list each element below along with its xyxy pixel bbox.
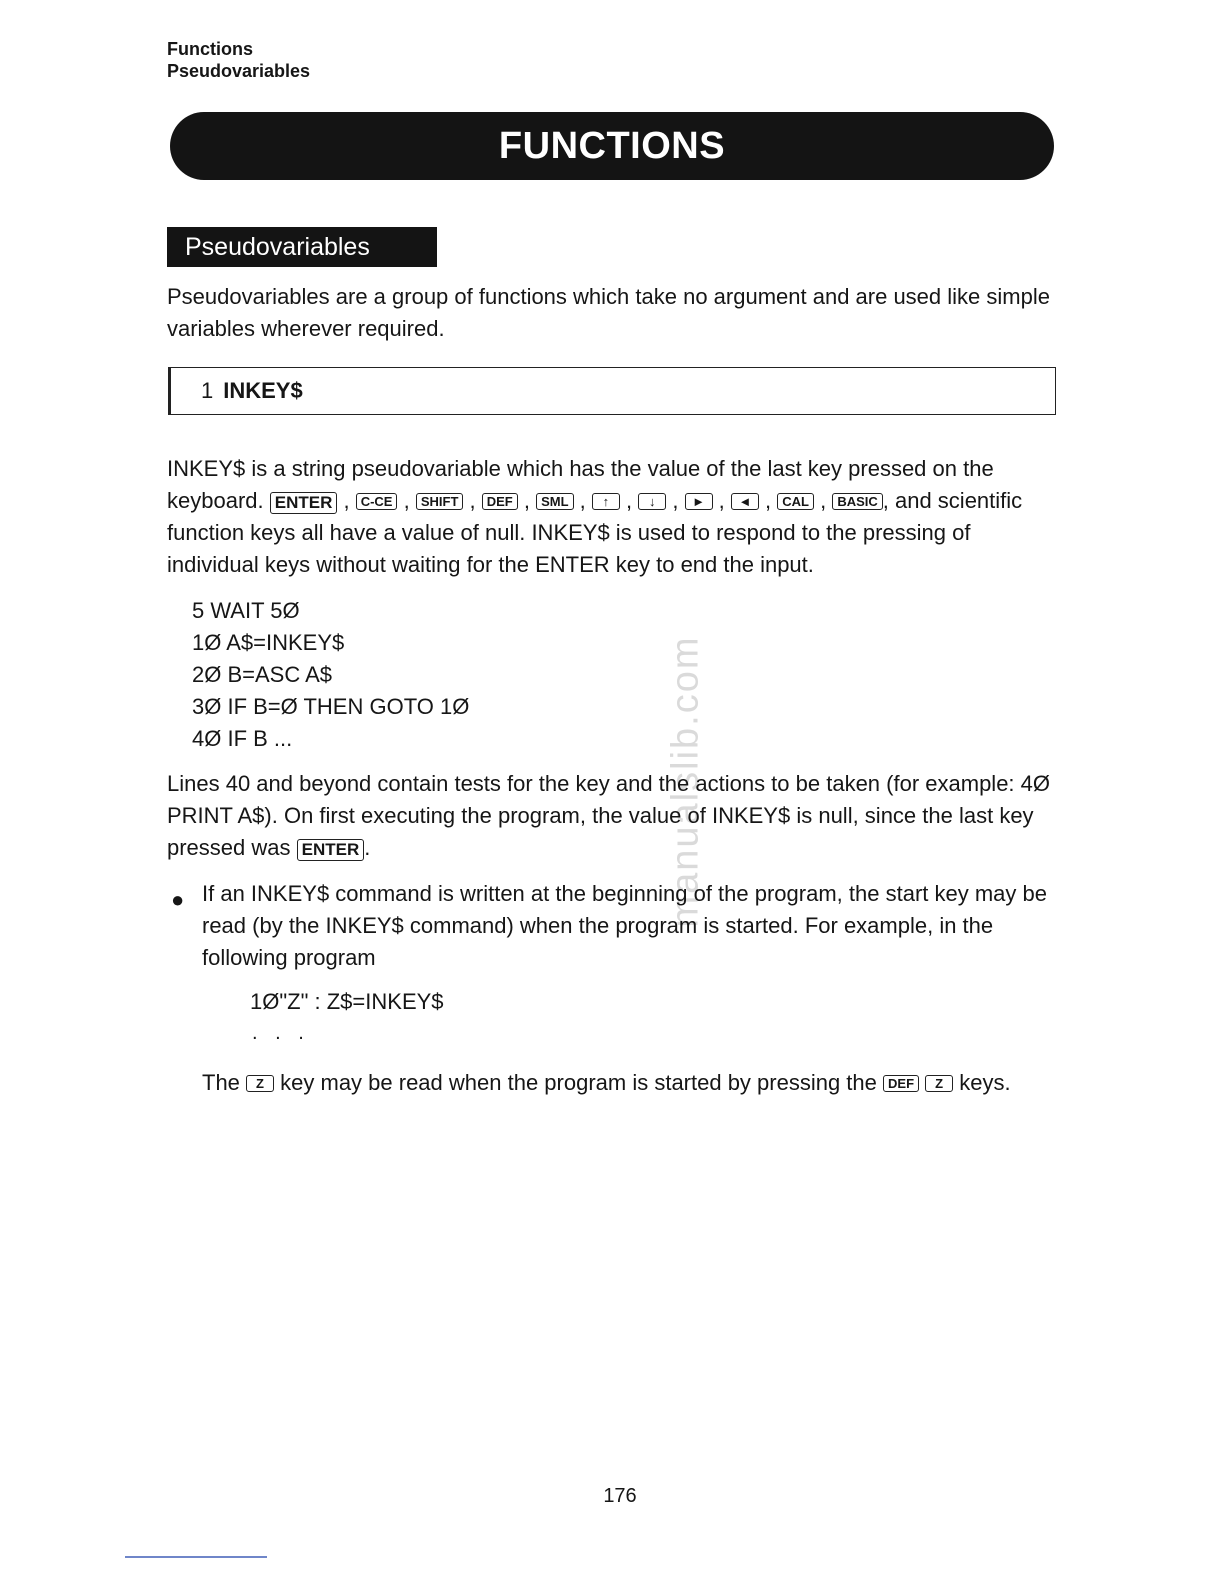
header-line-functions: Functions [167, 39, 253, 59]
key-def-2: DEF [883, 1075, 919, 1092]
code-example: 1Ø"Z" : Z$=INKEY$ [250, 989, 444, 1014]
key-basic: BASIC [832, 493, 882, 510]
key-down-arrow-icon: ↓ [638, 493, 666, 510]
lines-text-1: Lines 40 and beyond contain tests for the key and the actions to be taken (for example: 4Ø PRINT A$). On first executing the program, the value of INKEY$ is null, since the last key pressed was [167, 771, 1050, 860]
key-left-arrow-icon: ◄ [731, 493, 759, 510]
the-text-2: key may be read when the program is started by pressing the [274, 1070, 884, 1095]
key-c-ce: C-CE [356, 493, 398, 510]
key-z: Z [246, 1075, 274, 1092]
code-ellipsis: . . . [252, 1022, 310, 1044]
section-title: Pseudovariables [167, 227, 437, 267]
code-line: 4Ø IF B ... [192, 726, 293, 751]
chapter-title: FUNCTIONS [498, 124, 726, 167]
bullet-paragraph: If an INKEY$ command is written at the beginning of the program, the start key may be read (by the INKEY$ command) when the program is started. For example, in the following program [202, 881, 1047, 970]
page-number: 176 [603, 1485, 637, 1507]
the-text-1: The [202, 1070, 247, 1095]
inkey-text-1: INKEY$ is a string pseudovariable which has the value of the last key pressed on the keyboard. [167, 456, 994, 513]
running-header [167, 38, 310, 82]
bullet-icon: ● [171, 887, 185, 912]
subsection-title: INKEY$ [223, 378, 303, 403]
key-read-paragraph [202, 1067, 1057, 1099]
subsection-number: 1 [201, 378, 214, 403]
code-listing [192, 595, 469, 755]
key-sml: SML [536, 493, 573, 510]
watermark: manualslib.com [664, 635, 707, 928]
key-cal: CAL [777, 493, 814, 510]
code-line: 5 WAIT 5Ø [192, 598, 300, 623]
key-enter-inline: ENTER [297, 839, 365, 861]
inkey-text-2: , and scientific function keys all have a value of null. INKEY$ is used to respond to the pressing of individual keys without waiting for the ENTER key to end the input. [167, 488, 1023, 577]
lines-paragraph [167, 768, 1057, 864]
code-line: 3Ø IF B=Ø THEN GOTO 1Ø [192, 694, 470, 719]
inkey-paragraph: INKEY$ is a string pseudovariable which has the value of the last key pressed on the keyboard. ENTER , C-CE , SHIFT , DEF , SML , ↑ , ↓ , ► , ◄ , CAL , BASIC , and scientific function keys all have a value of null. INKEY$ is used to respond to the pressing of individual keys without waiting for the ENTER key to end the input. [167, 456, 1023, 577]
header-line-pseudovariables: Pseudovariables [167, 61, 311, 81]
chapter-banner [170, 112, 1054, 180]
key-up-arrow-icon: ↑ [592, 493, 620, 510]
key-z-2: Z [925, 1075, 953, 1092]
subsection-heading [168, 367, 1056, 415]
key-enter: ENTER [270, 492, 338, 514]
the-text-3: keys. [953, 1070, 1011, 1095]
key-shift: SHIFT [416, 493, 464, 510]
code-line: 2Ø B=ASC A$ [192, 662, 333, 687]
code-line: 1Ø A$=INKEY$ [192, 630, 345, 655]
intro-paragraph: Pseudovariables are a group of functions which take no argument and are used like simple variables wherever required. [167, 284, 1050, 341]
key-def: DEF [482, 493, 518, 510]
key-right-arrow-icon: ► [685, 493, 713, 510]
lines-text-2: . [364, 835, 371, 860]
scan-edge-mark [125, 1556, 267, 1558]
